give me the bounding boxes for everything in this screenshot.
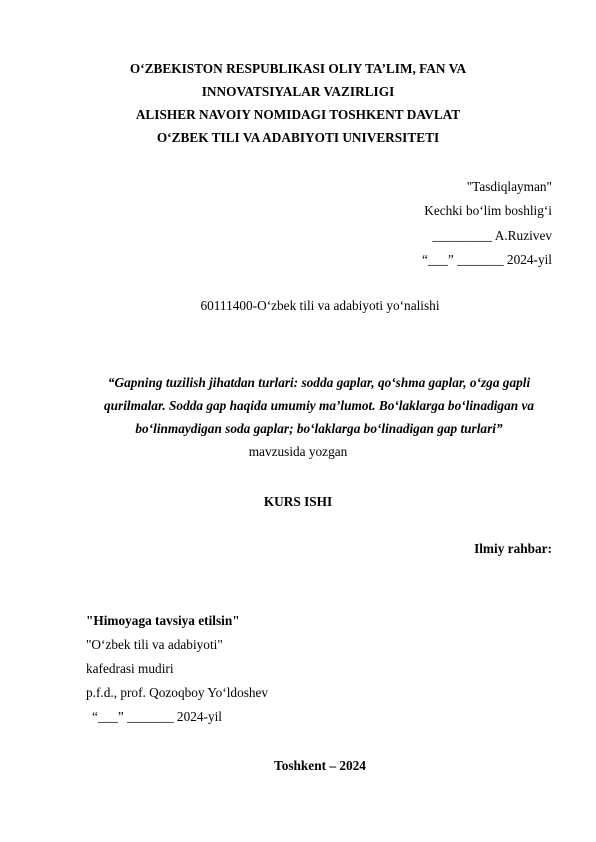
footer-city-year: Toshkent – 2024 <box>274 758 366 773</box>
defense-title: "Himoyaga tavsiya etilsin" <box>86 613 240 628</box>
specialty-line: 60111400-O‘zbek tili va adabiyoti yo‘nalishi <box>200 298 440 313</box>
topic-line-2: qurilmalar. Sodda gap haqida umumiy ma’lumot. Bo‘laklarga bo‘linadigan va <box>104 398 534 413</box>
approval-signature: _________ A.Ruzivev <box>432 228 552 243</box>
defense-department: "O‘zbek tili va adabiyoti" <box>86 637 223 652</box>
approval-position: Kechki bo‘lim boshlig‘i <box>424 203 552 218</box>
approval-title: "Tasdiqlayman" <box>466 179 552 194</box>
ministry-header <box>0 57 596 149</box>
topic-line-3: bo‘linmaydigan soda gaplar; bo‘laklarga bo‘linadigan gap turlari” <box>135 421 503 436</box>
header-line-2: INNOVATSIYALAR VAZIRLIGI <box>201 84 395 99</box>
defense-date: “___” _______ 2024-yil <box>92 709 222 724</box>
header-line-4: O‘ZBEK TILI VA ADABIYOTI UNIVERSITETI <box>156 130 440 145</box>
defense-role: kafedrasi mudiri <box>86 661 174 676</box>
topic-suffix: mavzusida yozgan <box>248 444 348 459</box>
header-line-3: ALISHER NAVOIY NOMIDAGI TOSHKENT DAVLAT <box>135 107 461 122</box>
approval-date: “___” _______ 2024-yil <box>422 252 552 267</box>
defense-head: p.f.d., prof. Qozoqboy Yo‘ldoshev <box>86 685 269 700</box>
topic-title <box>74 371 564 440</box>
supervisor-label: Ilmiy rahbar: <box>474 541 552 556</box>
work-type: KURS ISHI <box>263 494 333 509</box>
topic-line-1: “Gapning tuzilish jihatdan turlari: sodda gaplar, qo‘shma gaplar, o‘zga gapli <box>107 375 531 390</box>
header-line-1: O‘ZBEKISTON RESPUBLIKASI OLIY TA’LIM, FAN VA <box>129 61 467 76</box>
